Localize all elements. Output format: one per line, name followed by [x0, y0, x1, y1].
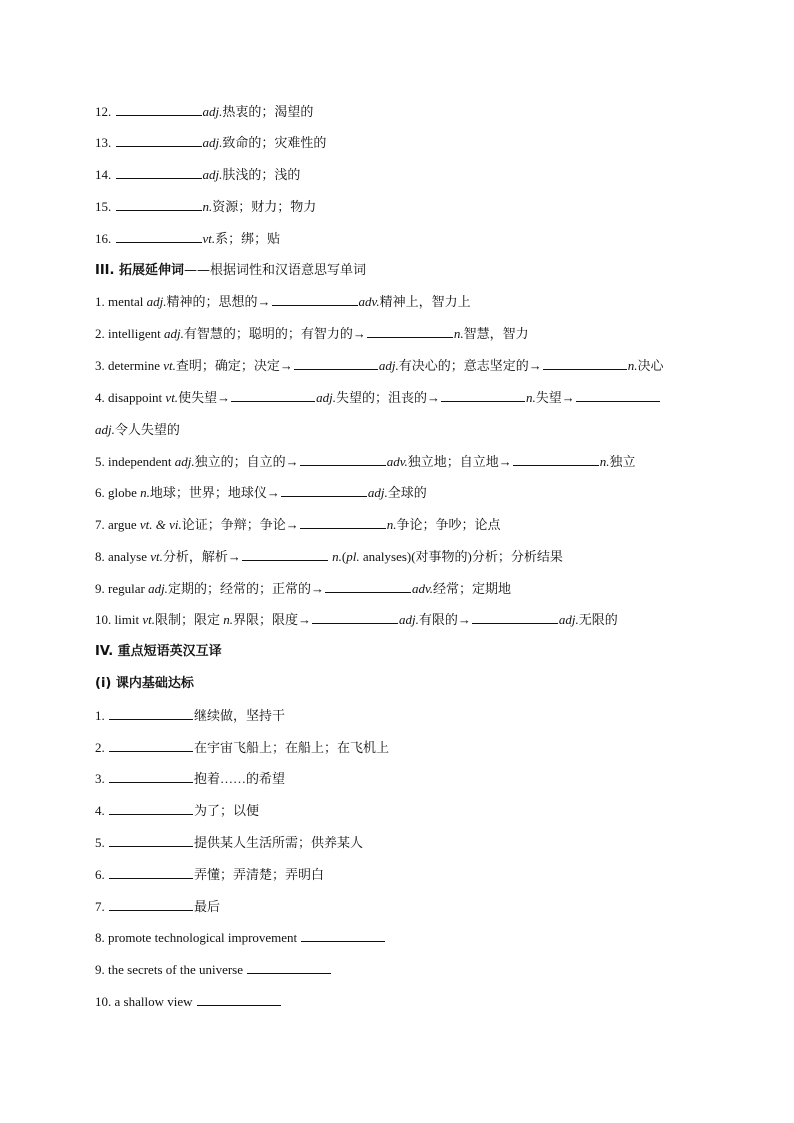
part-of-speech: adj. — [202, 135, 223, 150]
meaning: 独立地；自立地→ — [407, 454, 512, 469]
answer-blank[interactable] — [441, 389, 525, 402]
phrase-meaning: 继续做，坚持干 — [194, 708, 286, 723]
meaning: ( — [341, 549, 347, 564]
answer-blank[interactable] — [116, 198, 202, 211]
meaning: 经常；定期地 — [433, 581, 512, 596]
head-word: argue — [108, 517, 137, 532]
item-number: 9. — [95, 962, 105, 977]
item-number: 7. — [95, 899, 105, 914]
answer-blank[interactable] — [109, 770, 193, 783]
head-word: regular — [108, 581, 145, 596]
phrase-meaning: 最后 — [194, 899, 221, 914]
derivation-item-8 — [95, 548, 705, 566]
item-number: 15. — [95, 199, 112, 214]
part-of-speech: n. — [140, 485, 150, 500]
part-of-speech: vt. — [165, 390, 179, 405]
phrase-item-9 — [95, 961, 705, 979]
part-of-speech: adj. — [378, 358, 399, 373]
phrase-meaning: 为了；以便 — [194, 803, 260, 818]
meaning: 令人失望的 — [114, 422, 180, 437]
answer-blank[interactable] — [109, 834, 193, 847]
phrase-item-4 — [95, 802, 705, 820]
section-subtitle: ——根据词性和汉语意思写单词 — [183, 263, 366, 278]
item-number: 3. — [95, 358, 105, 373]
derivation-item-10 — [95, 611, 705, 629]
part-of-speech: adv. — [358, 294, 380, 309]
answer-blank[interactable] — [301, 929, 385, 942]
part-of-speech: adj. — [202, 167, 223, 182]
answer-blank[interactable] — [247, 961, 331, 974]
item-number: 9. — [95, 581, 105, 596]
meaning: 限制；限定 — [154, 612, 224, 627]
item-number: 1. — [95, 708, 105, 723]
answer-blank[interactable] — [109, 898, 193, 911]
item-number: 14. — [95, 167, 112, 182]
answer-blank[interactable] — [543, 357, 627, 370]
meaning: 论证；争辩；争论→ — [181, 517, 299, 532]
head-word: analyse — [108, 549, 147, 564]
item-number: 3. — [95, 771, 105, 786]
part-of-speech: vt. — [150, 549, 163, 564]
vocab-item-13 — [95, 134, 705, 152]
part-of-speech: n. — [202, 199, 213, 214]
answer-blank[interactable] — [109, 866, 193, 879]
part-of-speech: vt. — [142, 612, 155, 627]
part-of-speech: adj. — [174, 454, 195, 469]
section-4-heading — [95, 643, 705, 661]
meaning: analyses)(对事物的)分析；分析结果 — [359, 549, 563, 564]
head-word: limit — [114, 612, 140, 627]
derivation-item-1 — [95, 293, 705, 311]
part-of-speech: vt. & vi. — [139, 517, 182, 532]
phrase-item-7 — [95, 898, 705, 916]
answer-blank[interactable] — [109, 707, 193, 720]
answer-blank[interactable] — [116, 230, 202, 243]
part-of-speech: adj. — [146, 294, 167, 309]
part-of-speech: n. — [525, 390, 536, 405]
meaning: 资源；财力；物力 — [212, 199, 317, 214]
phrase-item-2 — [95, 739, 705, 757]
vocab-item-14 — [95, 166, 705, 184]
head-word: mental — [108, 294, 144, 309]
part-of-speech: adj. — [202, 104, 223, 119]
answer-blank[interactable] — [242, 548, 328, 561]
answer-blank[interactable] — [325, 580, 411, 593]
item-number: 8. — [95, 549, 105, 564]
answer-blank[interactable] — [281, 484, 367, 497]
meaning: 有智慧的；聪明的；有智力的→ — [183, 326, 366, 341]
part-of-speech: adv. — [411, 581, 434, 596]
derivation-item-7 — [95, 516, 705, 534]
derivation-item-4-cont — [95, 421, 705, 439]
answer-blank[interactable] — [231, 389, 315, 402]
derivation-item-4 — [95, 389, 705, 407]
part-of-speech: n. — [627, 358, 638, 373]
part-of-speech: adj. — [558, 612, 579, 627]
meaning: 失望的；沮丧的→ — [335, 390, 440, 405]
meaning: 决心 — [637, 358, 664, 373]
meaning: 定期的；经常的；正常的→ — [167, 581, 324, 596]
phrase-item-6 — [95, 866, 705, 884]
section-3-heading — [95, 262, 705, 280]
part-of-speech: adj. — [316, 390, 336, 405]
vocab-item-12 — [95, 103, 705, 121]
part-of-speech: vt. — [202, 231, 216, 246]
english-phrase: the secrets of the universe — [108, 962, 244, 977]
part-of-speech: n. — [386, 517, 397, 532]
phrase-meaning: 在宇宙飞船上；在船上；在飞机上 — [194, 740, 390, 755]
answer-blank[interactable] — [300, 516, 386, 529]
meaning: 无限的 — [578, 612, 618, 627]
item-number: 12. — [95, 104, 112, 119]
head-word: determine — [108, 358, 160, 373]
answer-blank[interactable] — [116, 103, 202, 116]
meaning: 地球；世界；地球仪→ — [149, 485, 280, 500]
section-title: IV. 重点短语英汉互译 — [95, 644, 222, 659]
head-word: globe — [108, 485, 137, 500]
meaning: 争论；争吵；论点 — [396, 517, 501, 532]
part-of-speech: adj. — [148, 581, 168, 596]
part-of-speech: n. — [223, 612, 233, 627]
meaning: 分析，解析→ — [162, 549, 241, 564]
meaning: 独立 — [609, 454, 636, 469]
derivation-item-2 — [95, 325, 705, 343]
answer-blank[interactable] — [109, 739, 193, 752]
part-of-speech: adj. — [95, 422, 115, 437]
meaning: 系；绑；贴 — [215, 231, 281, 246]
meaning: 失望→ — [535, 390, 575, 405]
item-number: 2. — [95, 740, 105, 755]
item-number: 5. — [95, 454, 105, 469]
answer-blank[interactable] — [576, 389, 660, 402]
meaning: 有限的→ — [418, 612, 471, 627]
part-of-speech: n. — [332, 549, 342, 564]
phrase-meaning: 提供某人生活所需；供养某人 — [194, 835, 364, 850]
english-phrase: a shallow view — [114, 994, 193, 1009]
meaning: 界限；限度→ — [232, 612, 311, 627]
item-number: 4. — [95, 803, 105, 818]
part-of-speech: adj. — [367, 485, 388, 500]
answer-blank[interactable] — [472, 611, 558, 624]
item-number: 10. — [95, 612, 112, 627]
answer-blank[interactable] — [367, 325, 453, 338]
phrase-item-10 — [95, 993, 705, 1011]
item-number: 8. — [95, 930, 105, 945]
meaning: 全球的 — [387, 485, 427, 500]
part-of-speech: adj. — [398, 612, 419, 627]
phrase-item-1 — [95, 707, 705, 725]
phrase-meaning: 抱着……的希望 — [194, 771, 286, 786]
derivation-item-6 — [95, 484, 705, 502]
part-of-speech: vt. — [163, 358, 176, 373]
meaning: 独立的；自立的→ — [194, 454, 299, 469]
answer-blank[interactable] — [272, 293, 358, 306]
part-of-speech: n. — [453, 326, 464, 341]
item-number: 10. — [95, 994, 112, 1009]
answer-blank[interactable] — [197, 993, 281, 1006]
phrase-meaning: 弄懂；弄清楚；弄明白 — [194, 867, 325, 882]
answer-blank[interactable] — [116, 134, 202, 147]
item-number: 1. — [95, 294, 105, 309]
english-phrase: promote technological improvement — [108, 930, 298, 945]
meaning: 精神上，智力上 — [379, 294, 471, 309]
answer-blank[interactable] — [109, 802, 193, 815]
derivation-item-5 — [95, 453, 705, 471]
head-word: intelligent — [108, 326, 161, 341]
derivation-item-3 — [95, 357, 705, 375]
derivation-item-9 — [95, 580, 705, 598]
answer-blank[interactable] — [294, 357, 378, 370]
meaning: 有决心的；意志坚定的→ — [398, 358, 542, 373]
vocab-item-15 — [95, 198, 705, 216]
part-of-speech: n. — [599, 454, 610, 469]
phrase-item-8 — [95, 929, 705, 947]
vocab-item-16 — [95, 230, 705, 248]
section-title: III. 拓展延伸词 — [95, 263, 184, 278]
item-number: 2. — [95, 326, 105, 341]
item-number: 13. — [95, 135, 112, 150]
phrase-item-5 — [95, 834, 705, 852]
item-number: 4. — [95, 390, 105, 405]
item-number: 16. — [95, 231, 112, 246]
meaning: 肤浅的；浅的 — [222, 167, 301, 182]
meaning: 查明；确定；决定→ — [175, 358, 293, 373]
answer-blank[interactable] — [116, 166, 202, 179]
subsection-title: (i) 课内基础达标 — [95, 676, 194, 691]
plural-label: pl. — [346, 549, 360, 564]
meaning: 使失望→ — [178, 390, 231, 405]
answer-blank[interactable] — [300, 453, 386, 466]
meaning: 致命的；灾难性的 — [222, 135, 327, 150]
meaning: 智慧，智力 — [463, 326, 529, 341]
meaning: 热衷的；渴望的 — [222, 104, 314, 119]
meaning: 精神的；思想的→ — [166, 294, 271, 309]
item-number: 6. — [95, 867, 105, 882]
head-word: independent — [108, 454, 172, 469]
phrase-item-3 — [95, 770, 705, 788]
item-number: 6. — [95, 485, 105, 500]
item-number: 5. — [95, 835, 105, 850]
item-number: 7. — [95, 517, 105, 532]
section-4-subheading — [95, 675, 705, 693]
answer-blank[interactable] — [312, 611, 398, 624]
head-word: disappoint — [108, 390, 163, 405]
answer-blank[interactable] — [513, 453, 599, 466]
part-of-speech: adv. — [386, 454, 408, 469]
part-of-speech: adj. — [163, 326, 184, 341]
